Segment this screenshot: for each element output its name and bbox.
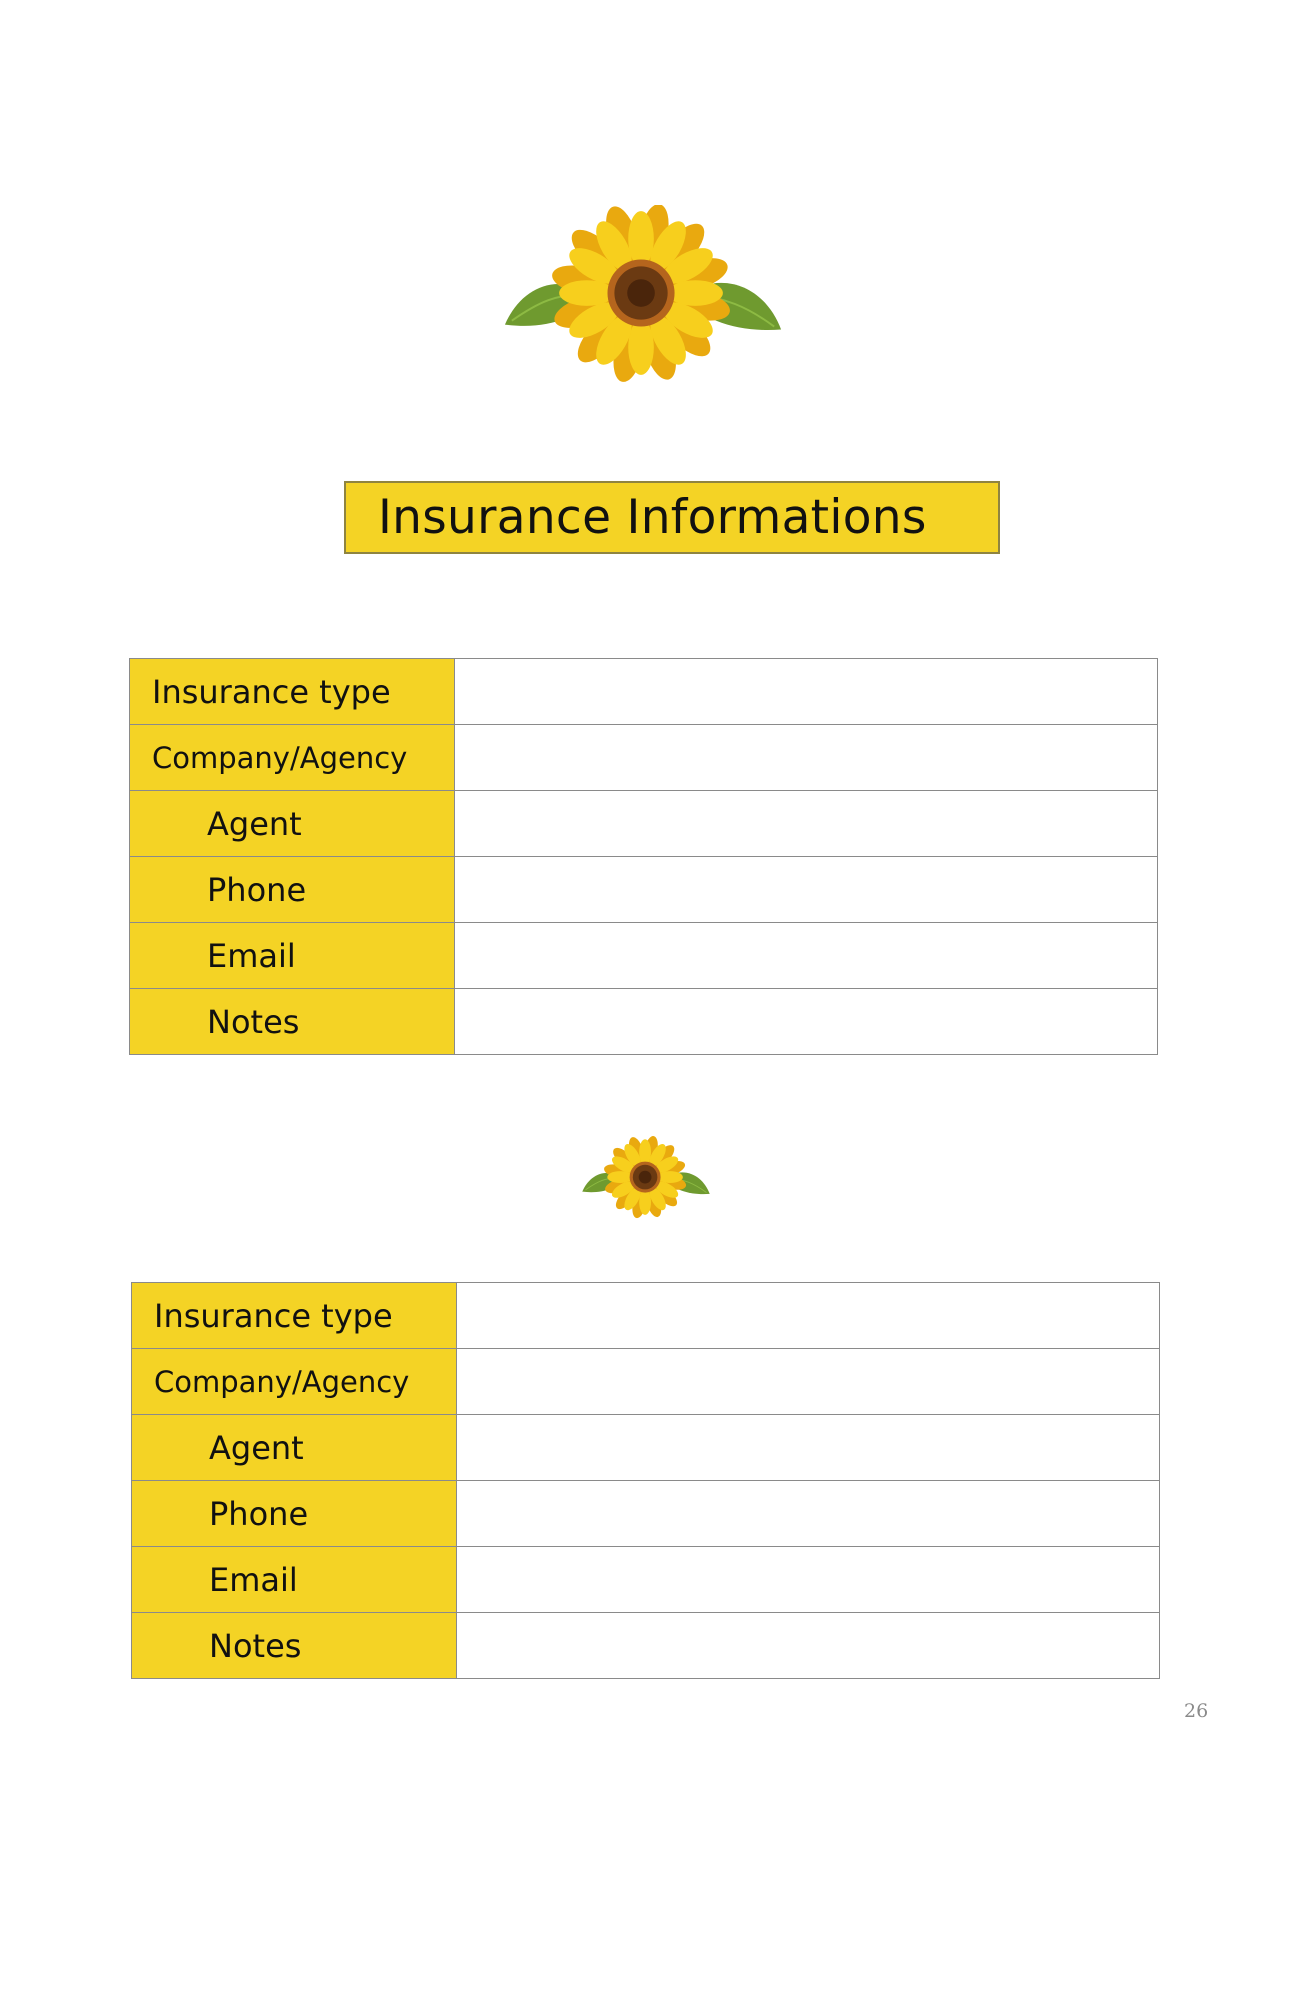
- insurance-type-field[interactable]: [455, 659, 1158, 725]
- notes-label: Notes: [132, 1613, 457, 1679]
- sunflower-icon: [580, 1135, 712, 1221]
- agent-label: Agent: [132, 1415, 457, 1481]
- table-row: [130, 857, 1158, 923]
- table-row: [132, 1547, 1160, 1613]
- table-row: [132, 1349, 1160, 1415]
- table-row: [130, 659, 1158, 725]
- insurance-type-label: Insurance type: [132, 1283, 457, 1349]
- table-row: [132, 1415, 1160, 1481]
- company-agency-label: Company/Agency: [130, 725, 455, 791]
- phone-field[interactable]: [455, 857, 1158, 923]
- notes-field[interactable]: [455, 989, 1158, 1055]
- notes-field[interactable]: [457, 1613, 1160, 1679]
- email-label: Email: [130, 923, 455, 989]
- table-row: [132, 1481, 1160, 1547]
- agent-field[interactable]: [455, 791, 1158, 857]
- table-row: [130, 791, 1158, 857]
- notes-label: Notes: [130, 989, 455, 1055]
- email-field[interactable]: [455, 923, 1158, 989]
- table-row: [130, 725, 1158, 791]
- table-row: [130, 989, 1158, 1055]
- table-row: [132, 1283, 1160, 1349]
- sunflower-icon: [500, 205, 786, 385]
- insurance-table-1: [129, 658, 1158, 1055]
- insurance-type-label: Insurance type: [130, 659, 455, 725]
- table-row: [130, 923, 1158, 989]
- page-number: 26: [1184, 1700, 1209, 1722]
- company-agency-field[interactable]: [455, 725, 1158, 791]
- insurance-table-2: [131, 1282, 1160, 1679]
- email-label: Email: [132, 1547, 457, 1613]
- insurance-type-field[interactable]: [457, 1283, 1160, 1349]
- email-field[interactable]: [457, 1547, 1160, 1613]
- agent-field[interactable]: [457, 1415, 1160, 1481]
- table-row: [132, 1613, 1160, 1679]
- phone-field[interactable]: [457, 1481, 1160, 1547]
- agent-label: Agent: [130, 791, 455, 857]
- company-agency-label: Company/Agency: [132, 1349, 457, 1415]
- page-title: Insurance Informations: [344, 481, 1000, 554]
- phone-label: Phone: [132, 1481, 457, 1547]
- phone-label: Phone: [130, 857, 455, 923]
- company-agency-field[interactable]: [457, 1349, 1160, 1415]
